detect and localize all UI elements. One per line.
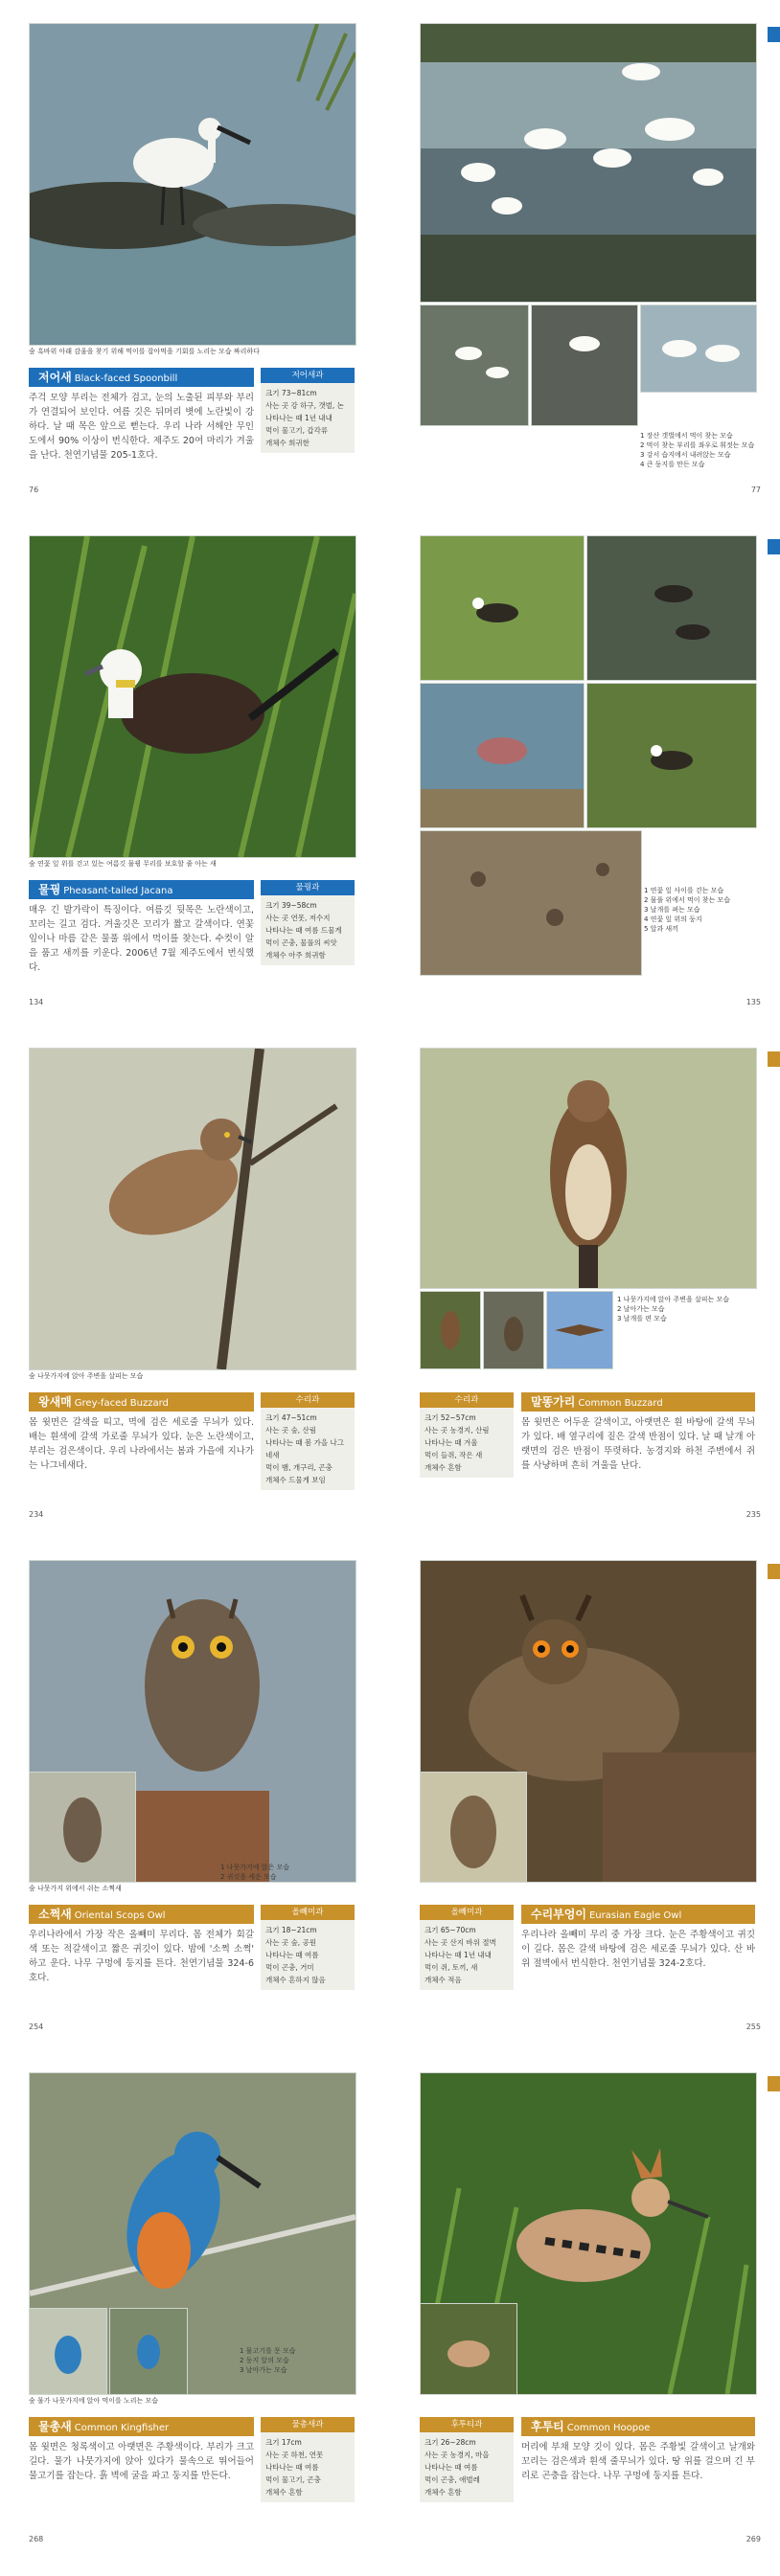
family-label: 물꿩과 (261, 880, 355, 895)
info-box (420, 1905, 514, 1990)
info-rows (261, 1920, 355, 1990)
kingfisher-inset-2 (109, 2308, 188, 2395)
species-title (29, 2417, 254, 2436)
species-title (29, 368, 254, 387)
inset-caption: 2 둥지 앞의 모습 (240, 2357, 289, 2364)
page-number: 269 (746, 2535, 761, 2543)
info-row: 개체수 희귀한 (265, 439, 310, 447)
info-row: 크기 26~28cm (424, 2438, 476, 2447)
left-page (0, 10, 383, 508)
list-item: 2 물풀 위에서 먹이 찾는 모습 (644, 896, 730, 904)
kingfisher-inset-1 (29, 2308, 107, 2395)
info-row: 먹이 뱀, 개구리, 곤충 (265, 1463, 333, 1472)
species-description: 주걱 모양 부리는 전체가 검고, 눈의 노출된 피부와 부리가 연결되어 보인다. 여름 깃은 뒤머리 볏에 노란빛이 강하다. 날 때 목은 앞으로 뻗는다. 우리 나라 서해안 무인도에서 90% 이상이 번식한다. 제주도 20여 마리가 겨울을 난다. 천연기념물 205-1호다. (29, 393, 254, 461)
species-title (521, 1392, 755, 1412)
family-label: 올빼미과 (420, 1905, 514, 1920)
spread-2 (0, 522, 780, 1020)
jacana-inset-4 (586, 683, 757, 828)
eagle-owl-inset (420, 1772, 527, 1883)
species-description: 몸 윗면은 갈색을 띠고, 멱에 검은 세로줄 무늬가 있다. 배는 흰색에 갈색 가로줄 무늬가 있다. 눈은 노란색이고, 부리는 검은색이다. 우리 나라에서는 봄과 가을에 지나가는 나그네새다. (29, 1417, 254, 1471)
photo-caption: 숲 물가 나뭇가지에 앉아 먹이를 노리는 모습 (29, 2397, 159, 2405)
spread-1 (0, 10, 780, 508)
info-rows (261, 895, 355, 965)
hoopoe-inset (420, 2303, 517, 2395)
inset-captions (617, 1295, 761, 1323)
info-row: 사는 곳 농경지, 마을 (424, 2451, 490, 2459)
title-en: Pheasant-tailed Jacana (63, 886, 173, 896)
species-description: 우리나라 올빼미 무리 중 가장 크다. 눈은 주황색이고 귀깃이 길다. 몸은 갈색 바탕에 검은 세로줄 무늬가 있다. 산 바위 절벽에서 번식한다. 천연기념물 324-2호다. (521, 1930, 755, 1969)
info-row: 사는 곳 강 하구, 갯벌, 논 (265, 401, 344, 410)
title-ko: 저어새 (38, 371, 72, 384)
photo-list (644, 886, 769, 934)
page-number: 254 (29, 2022, 44, 2031)
family-label: 수리과 (420, 1392, 514, 1408)
section-tab (768, 2076, 780, 2091)
title-ko: 수리부엉이 (531, 1908, 586, 1921)
family-label: 수리과 (261, 1392, 355, 1408)
photo-caption: 숲 나뭇가지에 앉아 주변을 살피는 모습 (29, 1372, 144, 1380)
page-number: 255 (746, 2022, 761, 2031)
spoonbill-photo (29, 23, 356, 346)
title-en: Eurasian Eagle Owl (588, 1910, 682, 1921)
info-row: 사는 곳 연못, 저수지 (265, 914, 331, 922)
species-title (521, 1905, 755, 1924)
page-number: 268 (29, 2535, 44, 2543)
info-row: 먹이 쥐, 토끼, 새 (424, 1963, 478, 1972)
info-row: 먹이 물고기, 갑각류 (265, 426, 329, 435)
right-page (397, 10, 780, 508)
left-page (0, 1547, 383, 2045)
list-item: 5 알과 새끼 (644, 925, 678, 933)
right-page (397, 522, 780, 1020)
info-row: 먹이 곤충, 거미 (265, 1963, 314, 1972)
info-row: 사는 곳 숲, 산림 (265, 1426, 317, 1435)
page-number: 234 (29, 1510, 44, 1519)
right-page (397, 2059, 780, 2557)
inset-captions (240, 2346, 355, 2375)
info-row: 나타나는 때 봄 가을 나그네새 (265, 1438, 344, 1459)
info-rows (261, 1408, 355, 1490)
inset-captions (220, 1863, 355, 1882)
spread-4 (0, 1547, 780, 2045)
inset-caption: 2 귀깃을 세운 모습 (220, 1873, 277, 1881)
spoonbill-inset-3 (640, 305, 757, 393)
inset-caption: 1 나뭇가지에 앉아 주변을 살피는 모습 (617, 1296, 730, 1303)
title-en: Common Hoopoe (566, 2423, 651, 2433)
info-row: 개체수 아주 희귀함 (265, 951, 326, 960)
page-number: 235 (746, 1510, 761, 1519)
section-tab (768, 27, 780, 42)
spoonbill-inset-1 (420, 305, 529, 426)
inset-caption: 1 물고기를 문 모습 (240, 2347, 296, 2355)
info-rows (420, 1408, 514, 1478)
spoonbill-inset-2 (531, 305, 638, 426)
spread-3 (0, 1034, 780, 1532)
page-number: 76 (29, 486, 39, 494)
list-item: 1 장산 갯벌에서 먹이 찾는 모습 (640, 432, 733, 440)
right-page (397, 1034, 780, 1532)
list-item: 3 날개를 펴는 모습 (644, 906, 700, 914)
info-row: 나타나는 때 겨울 (424, 1438, 478, 1447)
info-row: 개체수 흔하지 않음 (265, 1976, 326, 1984)
info-row: 사는 곳 숲, 공원 (265, 1938, 317, 1947)
left-page (0, 522, 383, 1020)
jacana-inset-5 (420, 830, 642, 976)
jacana-inset-1 (420, 535, 585, 681)
species-description: 몸 윗면은 어두운 갈색이고, 아랫면은 흰 바탕에 갈색 무늬가 있다. 배 옆구리에 짙은 갈색 반점이 있다. 날 때 날개 아랫면의 검은 반점이 뚜렷하다. 농경지와 하천 주변에서 쥐를 사냥하며 흔히 겨울을 난다. (521, 1417, 755, 1471)
info-row: 나타나는 때 여름 (265, 2463, 319, 2472)
photo-list (640, 431, 765, 469)
info-box (261, 2417, 355, 2502)
family-label: 물총새과 (261, 2417, 355, 2432)
info-row: 크기 18~21cm (265, 1926, 317, 1934)
scops-owl-inset (29, 1772, 136, 1883)
title-en: Grey-faced Buzzard (74, 1398, 169, 1409)
species-description: 몸 윗면은 청록색이고 아랫면은 주황색이다. 부리가 크고 길다. 물가 나뭇가지에 앉아 있다가 물속으로 뛰어들어 물고기를 잡는다. 흙 벽에 굴을 파고 둥지를 만든다. (29, 2442, 254, 2481)
info-row: 먹이 물고기, 곤충 (265, 2475, 321, 2484)
title-ko: 물총새 (38, 2420, 72, 2433)
buzzard-flight-inset (546, 1291, 613, 1369)
photo-caption: 숲 연꽃 잎 위를 걷고 있는 여름깃 물꿩 무리를 보호할 줄 아는 새 (29, 860, 217, 868)
title-en: Common Buzzard (578, 1398, 663, 1409)
section-tab (768, 1564, 780, 1579)
info-box (261, 880, 355, 965)
info-row: 크기 39~58cm (265, 901, 317, 910)
inset-caption: 2 날아가는 모습 (617, 1305, 665, 1313)
info-row: 개체수 적음 (424, 1976, 462, 1984)
info-row: 개체수 흔함 (265, 2488, 303, 2497)
title-ko: 물꿩 (38, 883, 61, 896)
buzzard-inset-2 (483, 1291, 544, 1369)
title-en: Oriental Scops Owl (74, 1910, 166, 1921)
common-buzzard-photo (420, 1048, 757, 1289)
info-box (261, 368, 355, 453)
info-row: 개체수 흔함 (424, 1463, 462, 1472)
info-row: 사는 곳 하천, 연못 (265, 2451, 324, 2459)
title-ko: 말똥가리 (531, 1395, 576, 1409)
left-page (0, 1034, 383, 1532)
info-rows (420, 2432, 514, 2502)
info-row: 먹이 곤충, 물풀의 씨앗 (265, 938, 337, 947)
jacana-photo (29, 535, 356, 858)
spread-5 (0, 2059, 780, 2557)
inset-caption: 1 나뭇가지에 앉은 모습 (220, 1864, 289, 1871)
info-row: 나타나는 때 여름 (424, 2463, 478, 2472)
info-row: 나타나는 때 여름 (265, 1951, 319, 1959)
species-description: 우리나라에서 가장 작은 올빼미 무리다. 몸 전체가 회갈색 또는 적갈색이고 짧은 귀깃이 있다. 밤에 '소쩍 소쩍' 하고 운다. 나무 구멍에 둥지를 튼다. 천연기념물 324-6호다. (29, 1930, 254, 1983)
info-box (261, 1392, 355, 1490)
info-row: 나타나는 때 1년 내내 (265, 414, 333, 422)
info-rows (261, 383, 355, 453)
family-label: 올빼미과 (261, 1905, 355, 1920)
photo-caption: 숲 나뭇가지 위에서 쉬는 소쩍새 (29, 1885, 122, 1892)
info-row: 개체수 흔함 (424, 2488, 462, 2497)
section-tab (768, 539, 780, 554)
info-row: 개체수 드물게 보임 (265, 1476, 326, 1484)
grey-faced-buzzard-photo (29, 1048, 356, 1370)
species-description: 머리에 부채 모양 깃이 있다. 몸은 주황빛 갈색이고 날개와 꼬리는 검은색과 흰색 줄무늬가 있다. 땅 위를 걸으며 긴 부리로 곤충을 잡는다. 나무 구멍에 둥지를 튼다. (521, 2442, 755, 2481)
title-en: Common Kingfisher (74, 2423, 170, 2433)
info-row: 크기 17cm (265, 2438, 302, 2447)
jacana-inset-2 (586, 535, 757, 681)
info-row: 크기 52~57cm (424, 1413, 476, 1422)
title-en: Black-faced Spoonbill (74, 373, 178, 384)
family-label: 후투티과 (420, 2417, 514, 2432)
info-row: 크기 73~81cm (265, 389, 317, 397)
info-rows (420, 1920, 514, 1990)
info-row: 나타나는 때 1년 내내 (424, 1951, 492, 1959)
info-row: 크기 47~51cm (265, 1413, 317, 1422)
info-box (420, 1392, 514, 1478)
info-row: 먹이 들쥐, 작은 새 (424, 1451, 483, 1459)
info-row: 사는 곳 산지 바위 절벽 (424, 1938, 496, 1947)
inset-caption: 3 날개를 편 모습 (617, 1315, 667, 1322)
left-page (0, 2059, 383, 2557)
species-title (521, 2417, 755, 2436)
page-number: 135 (746, 998, 761, 1006)
flock-photo (420, 23, 757, 303)
page-number: 134 (29, 998, 44, 1006)
info-row: 나타나는 때 여름 드물게 (265, 926, 342, 935)
list-item: 3 강서 습지에서 내려앉는 모습 (640, 451, 731, 459)
buzzard-inset-1 (420, 1291, 481, 1369)
inset-caption: 3 날아가는 모습 (240, 2366, 287, 2374)
section-tab (768, 1051, 780, 1067)
info-row: 크기 65~70cm (424, 1926, 476, 1934)
photo-caption: 숲 흑바위 아래 감울을 찾기 위해 먹이를 잡아먹을 기회를 노리는 모습 짜리하다 (29, 348, 260, 355)
species-title (29, 880, 254, 899)
species-description: 매우 긴 발가락이 특징이다. 여름깃 뒷목은 노란색이고, 꼬리는 길고 검다. 겨울깃은 꼬리가 짧고 갈색이다. 연꽃 잎이나 마름 같은 물풀 위에서 먹이를 찾는다. 수컷이 알을 품고 새끼를 키운다. 2006년 7월 제주도에서 번식했다. (29, 905, 254, 973)
list-item: 4 연꽃 잎 위의 둥지 (644, 915, 702, 923)
list-item: 2 먹이 찾는 부리를 좌우로 휘젓는 모습 (640, 441, 755, 449)
right-page (397, 1547, 780, 2045)
family-label: 저어새과 (261, 368, 355, 383)
list-item: 1 연꽃 잎 사이를 걷는 모습 (644, 887, 724, 894)
title-ko: 소쩍새 (38, 1908, 72, 1921)
info-box (261, 1905, 355, 1990)
species-title (29, 1905, 254, 1924)
title-ko: 왕새매 (38, 1395, 72, 1409)
species-title (29, 1392, 254, 1412)
info-row: 먹이 곤충, 애벌레 (424, 2475, 480, 2484)
list-item: 4 큰 둥지를 만든 모습 (640, 461, 705, 468)
info-row: 사는 곳 농경지, 산림 (424, 1426, 490, 1435)
info-box (420, 2417, 514, 2502)
info-rows (261, 2432, 355, 2502)
page-number: 77 (750, 486, 761, 494)
jacana-inset-3 (420, 683, 585, 828)
title-ko: 후투티 (531, 2420, 564, 2433)
